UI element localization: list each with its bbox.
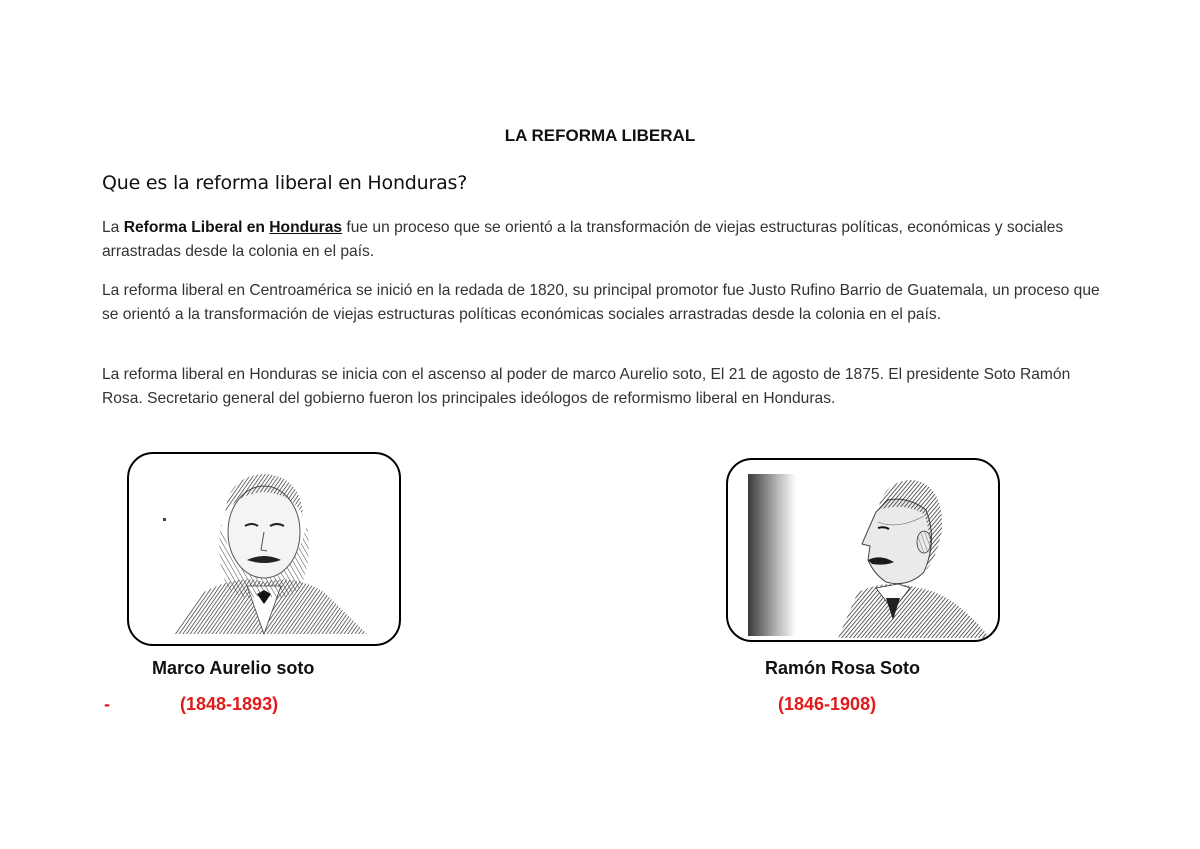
portrait-frame-ramon-rosa-soto [726,458,1000,642]
paragraph-2: La reforma liberal en Centroamérica se inició en la redada de 1820, su principal promotor fue Justo Rufino Barrio de Guatemala, un proceso que se orientó a la transformación de viejas estructuras políticas económicas sociales arrastradas desde la colonia en el país. [102,282,1100,323]
list-dash: - [104,694,110,714]
portrait-ramon-rosa-soto-image [728,460,998,640]
years-left: (1848-1893) [180,694,279,714]
honduras-link[interactable]: Honduras [269,219,343,236]
portrait-marco-aurelio-soto-image [129,454,399,644]
p1-bold: Reforma Liberal en [123,219,270,236]
section-heading: Que es la reforma liberal en Honduras? [102,172,468,194]
portrait-caption-left: Marco Aurelio soto [152,658,315,678]
portrait-frame-marco-aurelio-soto [127,452,401,646]
portrait-caption-right: Ramón Rosa Soto [765,658,921,678]
paragraph-1 [102,216,1102,264]
p1-pre: La [102,219,124,236]
p1-post: fue un proceso que se orientó a la transformación de viejas estructuras políticas, económicas y sociales arrastradas desde la colonia en el país. [102,219,1064,260]
paragraph-3: La reforma liberal en Honduras se inicia con el ascenso al poder de marco Aurelio soto, El 21 de agosto de 1875. El presidente Soto Ramón Rosa. Secretario general del gobierno fueron los principales ideólogos de reformismo liberal en Honduras. [102,366,1071,407]
page-title: LA REFORMA LIBERAL [504,126,696,145]
years-right: (1846-1908) [778,694,877,714]
